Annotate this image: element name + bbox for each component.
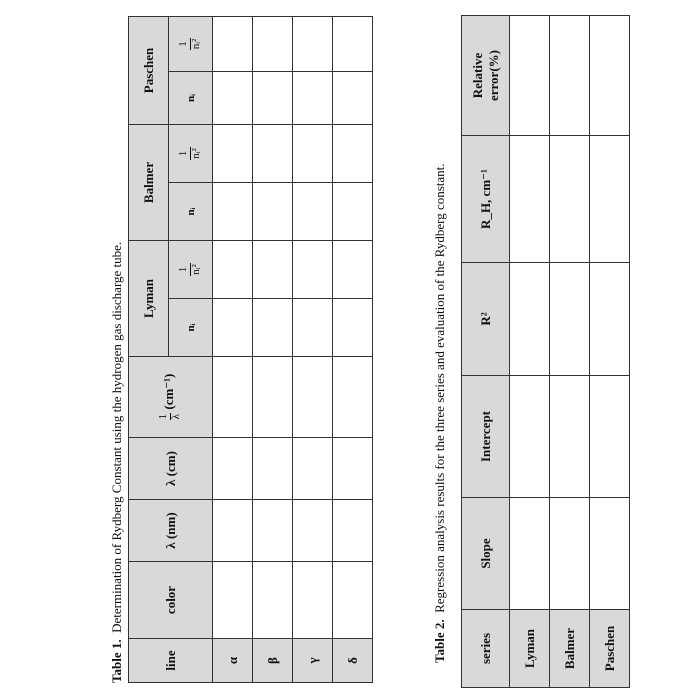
- group-header-balmer: Balmer: [129, 124, 169, 240]
- sub-header-inv-ni-squared: 1 nᵢ²: [169, 16, 213, 71]
- col-header-intercept: Intercept: [462, 376, 510, 498]
- col-header-inverse-lambda: 1 λ (cm⁻¹): [129, 357, 213, 438]
- col-header-lambda-nm: λ (nm): [129, 500, 213, 562]
- sub-header-ni: nᵢ: [169, 299, 213, 357]
- row-label: γ: [293, 639, 333, 683]
- row-label: β: [253, 639, 293, 683]
- row-label: δ: [333, 639, 373, 683]
- table1: [128, 16, 373, 683]
- table2-caption: Table 2. Regression analysis results for the three series and evaluation of the Rydberg constant.: [432, 163, 447, 663]
- group-header-lyman: Lyman: [129, 240, 169, 356]
- table-row: [293, 16, 333, 682]
- col-header-slope: Slope: [462, 498, 510, 610]
- col-header-line: line: [129, 639, 213, 683]
- table-row: [333, 16, 373, 682]
- table-row: [510, 16, 550, 688]
- row-label: Balmer: [550, 610, 590, 688]
- sub-header-ni: nᵢ: [169, 71, 213, 124]
- group-header-paschen: Paschen: [129, 16, 169, 124]
- sub-header-inv-ni-squared: 1 nᵢ²: [169, 124, 213, 182]
- col-header-color: color: [129, 562, 213, 639]
- sub-header-inv-ni-squared: 1 nᵢ²: [169, 240, 213, 298]
- row-label: Lyman: [510, 610, 550, 688]
- col-header-lambda-cm: λ (cm): [129, 438, 213, 500]
- table-row: [550, 16, 590, 688]
- col-header-r-squared: R²: [462, 263, 510, 376]
- row-label: Paschen: [590, 610, 630, 688]
- col-header-rydberg: R_H, cm⁻¹: [462, 136, 510, 263]
- inverse-lambda-fraction: 1 λ: [157, 413, 182, 420]
- col-header-relative-error: Relative error(%): [462, 16, 510, 136]
- table2: [461, 15, 630, 688]
- col-header-series: series: [462, 610, 510, 688]
- table-row: [213, 16, 253, 682]
- table1-caption: Table 1. Determination of Rydberg Constant using the hydrogen gas discharge tube.: [109, 241, 124, 683]
- table-row: [253, 16, 293, 682]
- row-label: α: [213, 639, 253, 683]
- table-row: [590, 16, 630, 688]
- sub-header-ni: nᵢ: [169, 182, 213, 240]
